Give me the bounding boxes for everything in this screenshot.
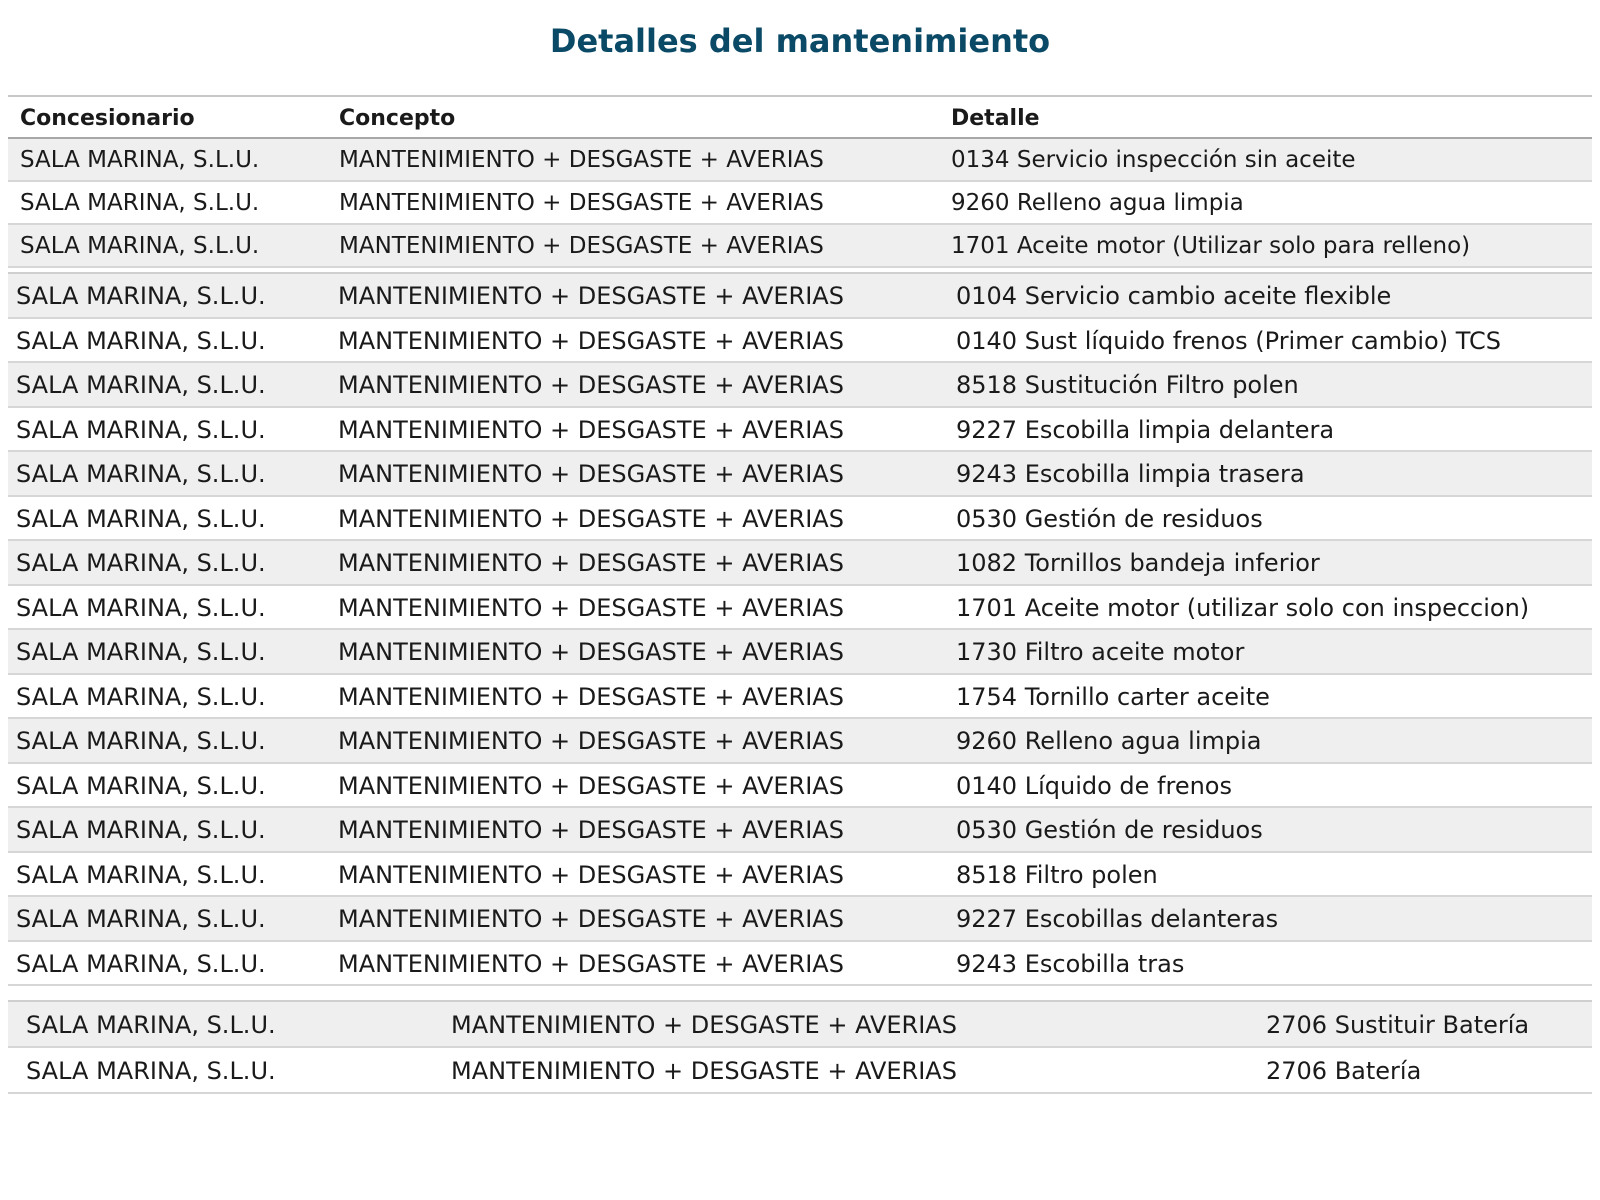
table-row [8,1048,1592,1094]
cell-detail: 1701 Aceite motor (Utilizar solo para relleno) [951,233,1471,259]
header-concept: Concepto [339,106,456,131]
cell-dealer: SALA MARINA, S.L.U. [16,905,266,933]
cell-dealer: SALA MARINA, S.L.U. [16,415,266,444]
cell-dealer: SALA MARINA, S.L.U. [26,1011,276,1039]
cell-dealer: SALA MARINA, S.L.U. [16,549,266,577]
cell-detail: 0104 Servicio cambio aceite flexible [956,282,1392,310]
table-row [8,719,1592,764]
cell-detail: 9227 Escobilla limpia delantera [956,415,1335,444]
cell-detail: 0530 Gestión de residuos [956,816,1263,844]
table-row [8,764,1592,809]
cell-concept: MANTENIMIENTO + DESGASTE + AVERIAS [339,190,824,216]
cell-concept: MANTENIMIENTO + DESGASTE + AVERIAS [338,905,844,933]
table-row [8,319,1592,364]
cell-concept: MANTENIMIENTO + DESGASTE + AVERIAS [338,816,844,844]
table-row [8,497,1592,542]
cell-dealer: SALA MARINA, S.L.U. [16,593,266,622]
cell-detail: 2706 Batería [1266,1057,1422,1085]
cell-detail: 9260 Relleno agua limpia [951,190,1244,216]
cell-detail: 2706 Sustituir Batería [1266,1011,1530,1039]
table-row [8,808,1592,853]
cell-detail: 9243 Escobilla limpia trasera [956,460,1305,488]
table-row [8,408,1592,453]
table-row [8,139,1592,182]
cell-detail: 0530 Gestión de residuos [956,504,1263,533]
cell-concept: MANTENIMIENTO + DESGASTE + AVERIAS [338,727,844,755]
cell-detail: 1082 Tornillos bandeja inferior [956,549,1320,577]
maintenance-table-top [8,95,1592,268]
cell-concept: MANTENIMIENTO + DESGASTE + AVERIAS [338,326,844,355]
cell-concept: MANTENIMIENTO + DESGASTE + AVERIAS [338,549,844,577]
cell-concept: MANTENIMIENTO + DESGASTE + AVERIAS [338,371,844,399]
cell-dealer: SALA MARINA, S.L.U. [16,326,266,355]
cell-dealer: SALA MARINA, S.L.U. [16,638,266,666]
table-row [8,897,1592,942]
table-row [8,942,1592,987]
table-row [8,630,1592,675]
header-dealer: Concesionario [20,106,195,131]
cell-dealer: SALA MARINA, S.L.U. [16,949,266,978]
cell-dealer: SALA MARINA, S.L.U. [16,504,266,533]
table-row [8,274,1592,319]
cell-detail: 9260 Relleno agua limpia [956,727,1262,755]
cell-detail: 1701 Aceite motor (utilizar solo con inspeccion) [956,593,1530,622]
cell-dealer: SALA MARINA, S.L.U. [16,816,266,844]
table-body-top [8,139,1592,268]
cell-concept: MANTENIMIENTO + DESGASTE + AVERIAS [339,233,824,259]
table-row [8,225,1592,268]
table-row [8,363,1592,408]
cell-dealer: SALA MARINA, S.L.U. [16,460,266,488]
cell-concept: MANTENIMIENTO + DESGASTE + AVERIAS [338,282,844,310]
cell-concept: MANTENIMIENTO + DESGASTE + AVERIAS [338,682,844,711]
table-header-row [8,95,1592,139]
cell-dealer: SALA MARINA, S.L.U. [26,1057,276,1085]
cell-concept: MANTENIMIENTO + DESGASTE + AVERIAS [338,504,844,533]
cell-detail: 0140 Sust líquido frenos (Primer cambio) TCS [956,326,1501,355]
header-detail: Detalle [951,106,1040,131]
cell-concept: MANTENIMIENTO + DESGASTE + AVERIAS [338,860,844,889]
cell-dealer: SALA MARINA, S.L.U. [20,147,260,173]
table-row [8,182,1592,225]
cell-detail: 0134 Servicio inspección sin aceite [951,147,1356,173]
table-row [8,675,1592,720]
table-row [8,853,1592,898]
table-row [8,541,1592,586]
cell-detail: 1754 Tornillo carter aceite [956,682,1270,711]
page-title: Detalles del mantenimiento [549,22,1051,60]
cell-detail: 9227 Escobillas delanteras [956,905,1279,933]
cell-dealer: SALA MARINA, S.L.U. [16,771,266,800]
cell-concept: MANTENIMIENTO + DESGASTE + AVERIAS [338,593,844,622]
table-row [8,1002,1592,1048]
cell-concept: MANTENIMIENTO + DESGASTE + AVERIAS [451,1057,957,1085]
cell-detail: 0140 Líquido de frenos [956,771,1232,800]
cell-detail: 8518 Sustitución Filtro polen [956,371,1299,399]
maintenance-table-middle [8,272,1592,986]
cell-concept: MANTENIMIENTO + DESGASTE + AVERIAS [338,638,844,666]
cell-dealer: SALA MARINA, S.L.U. [16,282,266,310]
table-row [8,586,1592,631]
cell-concept: MANTENIMIENTO + DESGASTE + AVERIAS [338,949,844,978]
maintenance-table-bottom [8,1000,1592,1094]
cell-detail: 9243 Escobilla tras [956,949,1185,978]
cell-concept: MANTENIMIENTO + DESGASTE + AVERIAS [338,460,844,488]
table-row [8,452,1592,497]
cell-concept: MANTENIMIENTO + DESGASTE + AVERIAS [338,771,844,800]
cell-detail: 8518 Filtro polen [956,860,1158,889]
cell-dealer: SALA MARINA, S.L.U. [16,727,266,755]
cell-concept: MANTENIMIENTO + DESGASTE + AVERIAS [451,1011,957,1039]
cell-concept: MANTENIMIENTO + DESGASTE + AVERIAS [338,415,844,444]
cell-dealer: SALA MARINA, S.L.U. [20,190,260,216]
cell-detail: 1730 Filtro aceite motor [956,638,1245,666]
cell-dealer: SALA MARINA, S.L.U. [16,371,266,399]
cell-dealer: SALA MARINA, S.L.U. [16,682,266,711]
cell-concept: MANTENIMIENTO + DESGASTE + AVERIAS [339,147,824,173]
cell-dealer: SALA MARINA, S.L.U. [20,233,260,259]
cell-dealer: SALA MARINA, S.L.U. [16,860,266,889]
